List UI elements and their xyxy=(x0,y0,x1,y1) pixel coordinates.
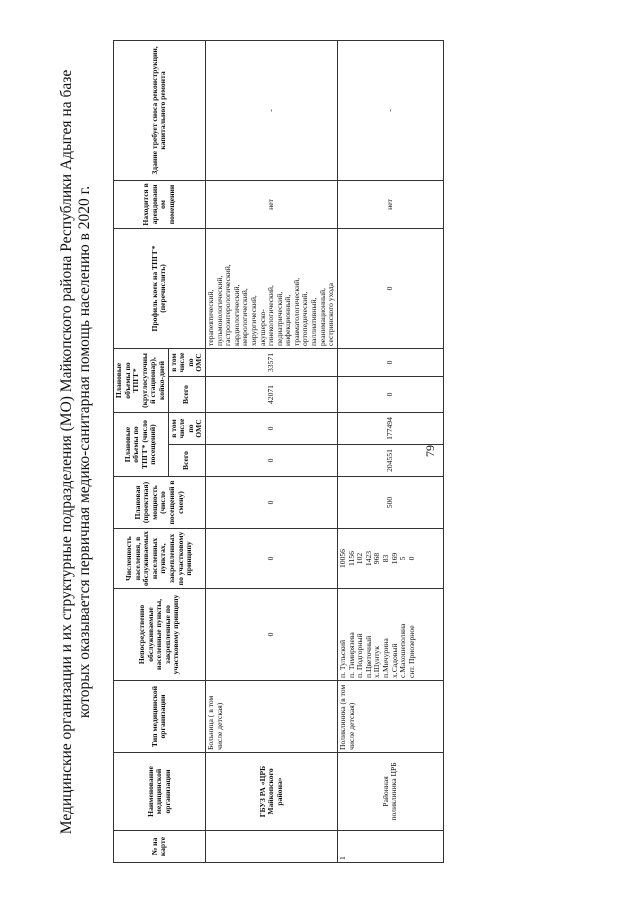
profile-item: ортопедический, xyxy=(300,291,310,346)
row1-name: Районная поликлиника ЦРБ xyxy=(337,753,443,831)
profile-item: паллиативный, xyxy=(309,297,319,346)
header-repair: Здание требует сноса реконструкции, капитального ремонта xyxy=(114,40,206,180)
header-beds: Плановые объемы по ТПГГ* (круглосуточный стационар), койко-дней xyxy=(114,348,169,412)
settlement-item: х.Садовый xyxy=(389,643,399,678)
profile-item: терапевтический, xyxy=(205,289,215,346)
profile-item: инфекционный, xyxy=(283,294,293,346)
header-population: Численность населения, в обслуживаемых населенных пунктах, закрепленных по участковому принципу xyxy=(114,529,206,589)
org-row xyxy=(205,40,337,862)
settlement-item: п. Тимирязева xyxy=(346,632,356,678)
org-beds-oms: 33571 xyxy=(205,348,337,376)
row1-visits-oms: 177494 xyxy=(337,413,443,445)
header-capacity: Плановая (проектная) мощность (число посещений в смену) xyxy=(114,477,206,529)
facilities-table xyxy=(113,40,444,863)
row1-type: Поликлиника (в том числе детская) xyxy=(337,681,443,753)
profile-item: сестринского ухода xyxy=(326,283,336,346)
header-name: Наименование медицинской организации xyxy=(114,753,206,831)
header-beds-total: Всего xyxy=(168,377,205,413)
header-visits-oms: в том числе по ОМС xyxy=(168,413,205,445)
org-name: ГБУЗ РА «ЦРБ Майкопского района» xyxy=(205,753,337,831)
population-item: 1423 xyxy=(363,550,373,567)
population-item: 169 xyxy=(389,552,399,565)
header-visits-total: Всего xyxy=(168,445,205,477)
org-visits-oms: 0 xyxy=(205,413,337,445)
row1-repair: - xyxy=(337,40,443,180)
profile-item: акушерско- xyxy=(257,309,267,346)
population-item: 968 xyxy=(372,552,382,565)
header-profile: Профиль коек на ТПГГ* (перечислить) xyxy=(114,228,206,348)
org-population: 0 xyxy=(205,529,337,589)
profile-item: пульмонологический, xyxy=(214,275,224,346)
settlement-item: п.Цветочный xyxy=(363,635,373,678)
header-type: Тип медицинской организации xyxy=(114,681,206,753)
header-settlements: Непосредственно обслуживаемые населенные пункты, закрепленные по участковому принципу xyxy=(114,589,206,681)
population-item: 83 xyxy=(380,554,390,563)
row1-beds-oms: 0 xyxy=(337,348,443,376)
population-item: 0 xyxy=(406,556,416,561)
header-visits: Плановые объемы по ТПГГ* (число посещений) xyxy=(114,413,169,477)
population-item: 102 xyxy=(355,552,365,565)
org-visits-total: 0 xyxy=(205,445,337,477)
org-rented: нет xyxy=(205,180,337,228)
row1-population xyxy=(337,529,443,589)
row1-settlements xyxy=(337,589,443,681)
org-num xyxy=(205,831,337,863)
profile-item: кардиологический, xyxy=(231,284,241,346)
settlement-item: с.Махошеполяна xyxy=(398,623,408,678)
header-row xyxy=(114,40,169,862)
profile-item: гастроэнтерологический, xyxy=(223,264,233,346)
table-row xyxy=(337,40,443,862)
settlement-item: п.Мичурина xyxy=(380,638,390,678)
org-repair: - xyxy=(205,40,337,180)
row1-visits-total: 204551 xyxy=(337,445,443,477)
org-settlements: 0 xyxy=(205,589,337,681)
row1-beds-total: 0 xyxy=(337,377,443,413)
org-capacity: 0 xyxy=(205,477,337,529)
profile-item: реанимационный, xyxy=(317,287,327,346)
profile-item: неврологический, xyxy=(240,288,250,346)
row1-rented: нет xyxy=(337,180,443,228)
header-num: № на карте xyxy=(114,831,206,863)
population-item: 1156 xyxy=(346,551,356,566)
org-beds-total: 42071 xyxy=(205,377,337,413)
row1-num: 1 xyxy=(337,831,443,863)
profile-item: педиатрический, xyxy=(274,291,284,346)
page-number: 79 xyxy=(423,445,437,457)
header-beds-oms: в том числе по ОМС xyxy=(168,348,205,376)
row1-profile: 0 xyxy=(337,228,443,348)
settlement-item: п. Тульский xyxy=(337,639,347,678)
row1-capacity: 500 xyxy=(337,477,443,529)
profile-item: хирургический, xyxy=(248,295,258,346)
profile-item: травматологический, xyxy=(291,277,301,346)
org-type: Больница ( в том числе детская) xyxy=(205,681,337,753)
settlement-item: снт. Приозерное xyxy=(406,625,416,678)
org-profile xyxy=(205,228,337,348)
header-rented: Находится в арендованном помещении xyxy=(114,180,206,228)
document-title: Медицинские организации и их структурные подразделения (МО) Майкопского района Республики Адыгея на базе которых оказывается первичная медико-санитарная помощь населению в 2020 г. xyxy=(58,69,93,835)
population-item: 10056 xyxy=(337,549,347,568)
profile-item: гинекологический, xyxy=(266,285,276,346)
settlement-item: х.Шунтук xyxy=(372,646,382,678)
settlement-item: п. Подгорный xyxy=(355,633,365,678)
population-item: 5 xyxy=(398,556,408,561)
